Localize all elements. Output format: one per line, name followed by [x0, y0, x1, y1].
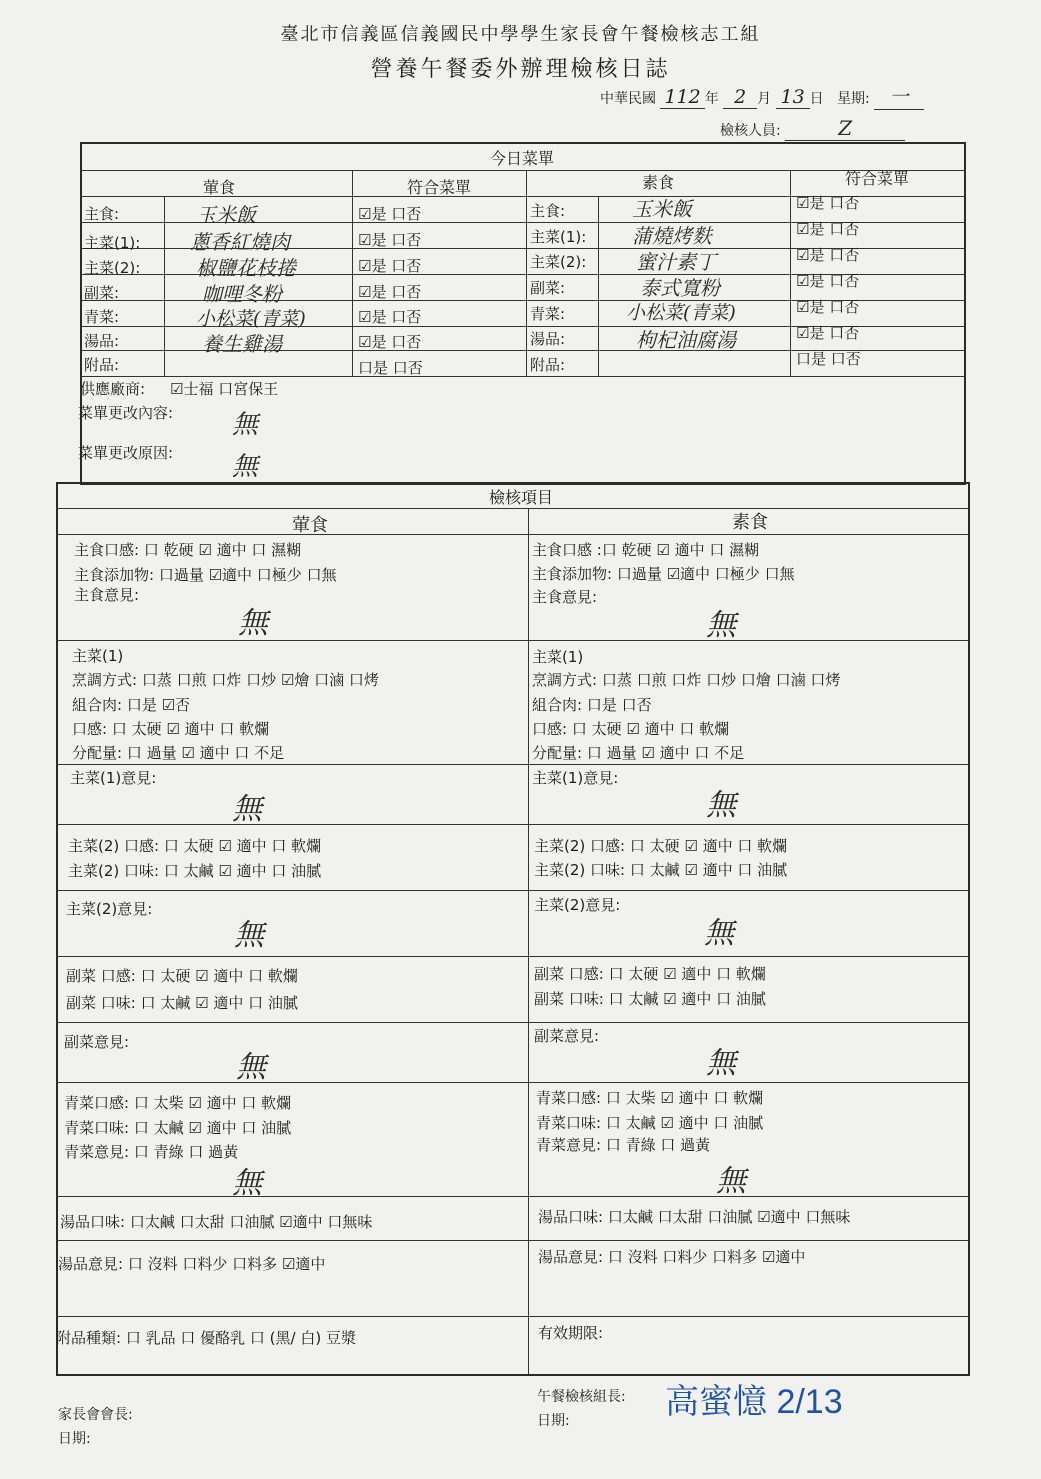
veg-side-opinion: 無 — [706, 1046, 736, 1081]
month-value: 2 — [734, 86, 747, 108]
menu-meat-check: ☑是 口否 — [358, 333, 422, 351]
menu-meat-item: 小松菜(青菜) — [196, 308, 306, 330]
veg-greens-opinion: 青菜意見: 口 青綠 口 過黃 — [536, 1136, 711, 1154]
menu-meat-check: 口是 口否 — [358, 359, 423, 377]
leader-signature: 高蜜憶 2/13 — [665, 1383, 843, 1421]
meat-greens-opinion: 青菜意見: 口 青綠 口 過黃 — [64, 1143, 239, 1161]
meat-main2-opinion-label: 主菜(2)意見: — [66, 900, 153, 918]
leader-date-label: 日期: — [537, 1413, 570, 1429]
veg-staple-additive: 主食添加物: 口過量 ☑適中 口極少 口無 — [532, 565, 795, 583]
inspector-label: 檢核人員: — [720, 123, 781, 139]
meat-side-texture: 副菜 口感: 口 太硬 ☑ 適中 口 軟爛 — [66, 967, 298, 985]
menu-veg-check: ☑是 口否 — [796, 246, 860, 264]
menu-meat-item: 蔥香紅燒肉 — [190, 230, 290, 254]
meat-staple-opinion-label: 主食意見: — [74, 586, 140, 604]
meat-side-opinion: 無 — [236, 1050, 266, 1085]
meat-side-opinion-label: 副菜意見: — [64, 1033, 130, 1051]
menu-row-label: 附品: — [530, 356, 566, 374]
veg-soup-opinion: 湯品意見: 口 沒料 口料少 口料多 ☑適中 — [538, 1248, 806, 1266]
date-line — [600, 82, 924, 110]
inspection-veg-header: 素食 — [732, 512, 768, 533]
menu-meat-item: 玉米飯 — [196, 203, 256, 227]
chair-label: 家長會會長: — [58, 1407, 133, 1423]
menu-row-label: 主菜(1): — [84, 234, 141, 252]
veg-main1-combo: 組合肉: 口是 口否 — [532, 696, 652, 714]
veg-soup-taste: 湯品口味: 口太鹹 口太甜 口油膩 ☑適中 口無味 — [538, 1208, 851, 1226]
document-title: 營養午餐委外辦理檢核日誌 — [370, 57, 671, 82]
change-reason-label: 菜單更改原因: — [78, 444, 174, 462]
menu-meat-check: ☑是 口否 — [358, 205, 422, 223]
veg-main2-opinion-label: 主菜(2)意見: — [534, 896, 621, 914]
menu-veg-check: ☑是 口否 — [796, 298, 860, 316]
menu-meat-check: ☑是 口否 — [358, 283, 422, 301]
meat-main2-taste: 主菜(2) 口味: 口 太鹹 ☑ 適中 口 油膩 — [68, 862, 322, 880]
date-prefix: 中華民國 — [600, 91, 656, 107]
year-value: 112 — [664, 86, 701, 108]
veg-side-texture: 副菜 口感: 口 太硬 ☑ 適中 口 軟爛 — [534, 965, 766, 983]
menu-veg-check: 口是 口否 — [796, 350, 861, 368]
inspection-title: 檢核項目 — [488, 488, 553, 507]
vendor-options: ☑士福 口宮保王 — [170, 380, 279, 398]
menu-meat-check: ☑是 口否 — [358, 231, 422, 249]
veg-main1-opinion: 無 — [706, 788, 736, 823]
veg-main1-texture: 口感: 口 太硬 ☑ 適中 口 軟爛 — [532, 720, 730, 738]
day-value: 13 — [780, 86, 805, 108]
menu-meat-item: 椒鹽花枝捲 — [196, 256, 296, 280]
menu-veg-item: 蒲燒烤麩 — [632, 224, 712, 248]
veg-main2-taste: 主菜(2) 口味: 口 太鹹 ☑ 適中 口 油膩 — [534, 861, 788, 879]
menu-veg-item: 蜜汁素丁 — [636, 250, 716, 274]
veg-main1-opinion-label: 主菜(1)意見: — [532, 769, 619, 787]
veg-greens-opinion-hw: 無 — [716, 1164, 746, 1199]
menu-veg-header: 素食 — [641, 173, 674, 192]
weekday-label: 星期: — [836, 91, 870, 107]
meat-addon-types: 附品種類: 口 乳品 口 優酪乳 口 (黑/ 白) 豆漿 — [56, 1329, 356, 1347]
veg-main2-texture: 主菜(2) 口感: 口 太硬 ☑ 適中 口 軟爛 — [534, 837, 788, 855]
menu-row-label: 主食: — [530, 202, 566, 220]
menu-meat-check: ☑是 口否 — [358, 257, 422, 275]
menu-row-label: 主菜(1): — [530, 228, 587, 246]
month-unit: 月 — [757, 91, 772, 107]
menu-meat-check: ☑是 口否 — [358, 308, 422, 326]
veg-main2-opinion: 無 — [704, 916, 734, 951]
meat-main1-texture: 口感: 口 太硬 ☑ 適中 口 軟爛 — [72, 720, 270, 738]
menu-row-label: 副菜: — [84, 284, 120, 302]
menu-row-label: 青菜: — [530, 305, 566, 323]
meat-staple-opinion: 無 — [238, 606, 268, 641]
organization-name: 臺北市信義區信義國民中學學生家長會午餐檢核志工組 — [280, 24, 761, 45]
meat-main1-combo: 組合肉: 口是 ☑否 — [72, 696, 191, 714]
meat-staple-texture: 主食口感: 口 乾硬 ☑ 適中 口 濕糊 — [74, 541, 302, 559]
meat-main1-portion: 分配量: 口 過量 ☑ 適中 口 不足 — [72, 744, 285, 762]
menu-title: 今日菜單 — [489, 149, 554, 168]
veg-staple-texture: 主食口感 :口 乾硬 ☑ 適中 口 濕糊 — [532, 541, 760, 559]
veg-main1-title: 主菜(1) — [532, 648, 584, 666]
veg-staple-opinion-label: 主食意見: — [532, 588, 598, 606]
year-unit: 年 — [704, 91, 719, 107]
veg-main1-portion: 分配量: 口 過量 ☑ 適中 口 不足 — [532, 744, 745, 762]
weekday-value: 一 — [889, 86, 909, 108]
meat-greens-taste: 青菜口味: 口 太鹹 ☑ 適中 口 油膩 — [64, 1119, 292, 1137]
day-unit: 日 — [809, 91, 824, 107]
veg-greens-texture: 青菜口感: 口 太柴 ☑ 適中 口 軟爛 — [536, 1089, 764, 1107]
meat-main1-title: 主菜(1) — [72, 647, 124, 665]
veg-main1-cooking: 烹調方式: 口蒸 口煎 口炸 口炒 口燴 口滷 口烤 — [532, 671, 841, 689]
inspection-meat-header: 葷食 — [292, 515, 328, 536]
menu-veg-item: 玉米飯 — [632, 197, 692, 221]
meat-greens-opinion-hw: 無 — [232, 1166, 262, 1201]
menu-row-label: 主菜(2): — [530, 253, 587, 271]
meat-main1-opinion: 無 — [232, 792, 262, 827]
meat-staple-additive: 主食添加物: 口過量 ☑適中 口極少 口無 — [74, 566, 337, 584]
menu-row-label: 附品: — [84, 356, 120, 374]
menu-veg-item: 枸杞油腐湯 — [636, 328, 736, 352]
veg-expiry-label: 有效期限: — [538, 1324, 604, 1342]
change-reason-value: 無 — [232, 452, 259, 482]
menu-meat-header: 葷食 — [202, 178, 235, 197]
menu-meat-match-header: 符合菜單 — [406, 178, 471, 197]
meat-main2-opinion: 無 — [234, 918, 264, 953]
vendor-label: 供應廠商: — [80, 380, 146, 398]
menu-veg-match-header: 符合菜單 — [844, 169, 909, 188]
meat-soup-opinion: 湯品意見: 口 沒料 口料少 口料多 ☑適中 — [58, 1255, 326, 1273]
menu-row-label: 湯品: — [84, 332, 120, 350]
leader-label: 午餐檢核組長: — [537, 1389, 626, 1405]
change-content-value: 無 — [232, 410, 259, 440]
veg-side-opinion-label: 副菜意見: — [534, 1027, 600, 1045]
meat-main1-cooking: 烹調方式: 口蒸 口煎 口炸 口炒 ☑燴 口滷 口烤 — [72, 671, 379, 689]
menu-row-label: 湯品: — [530, 330, 566, 348]
chair-date-label: 日期: — [58, 1431, 91, 1447]
change-content-label: 菜單更改內容: — [78, 404, 174, 422]
veg-side-taste: 副菜 口味: 口 太鹹 ☑ 適中 口 油膩 — [534, 990, 766, 1008]
veg-staple-opinion: 無 — [706, 608, 736, 643]
menu-veg-item: 小松菜(青菜) — [626, 302, 736, 324]
menu-meat-item: 養生雞湯 — [202, 332, 282, 356]
menu-veg-item: 泰式寬粉 — [640, 276, 720, 300]
meat-main2-texture: 主菜(2) 口感: 口 太硬 ☑ 適中 口 軟爛 — [68, 837, 322, 855]
menu-veg-check: ☑是 口否 — [796, 194, 860, 212]
menu-veg-check: ☑是 口否 — [796, 272, 860, 290]
meat-soup-taste: 湯品口味: 口太鹹 口太甜 口油膩 ☑適中 口無味 — [60, 1213, 373, 1231]
menu-row-label: 主食: — [84, 205, 120, 223]
menu-veg-check: ☑是 口否 — [796, 324, 860, 342]
menu-veg-check: ☑是 口否 — [796, 220, 860, 238]
inspection-table — [56, 482, 970, 1376]
menu-meat-item: 咖哩冬粉 — [202, 282, 282, 306]
inspector-value: Z — [838, 116, 853, 140]
veg-greens-taste: 青菜口味: 口 太鹹 ☑ 適中 口 油膩 — [536, 1114, 764, 1132]
menu-row-label: 主菜(2): — [84, 259, 141, 277]
meat-greens-texture: 青菜口感: 口 太柴 ☑ 適中 口 軟爛 — [64, 1094, 292, 1112]
menu-row-label: 青菜: — [84, 308, 120, 326]
meat-main1-opinion-label: 主菜(1)意見: — [70, 769, 157, 787]
meat-side-taste: 副菜 口味: 口 太鹹 ☑ 適中 口 油膩 — [66, 994, 298, 1012]
inspector-line — [720, 116, 905, 141]
menu-row-label: 副菜: — [530, 279, 566, 297]
